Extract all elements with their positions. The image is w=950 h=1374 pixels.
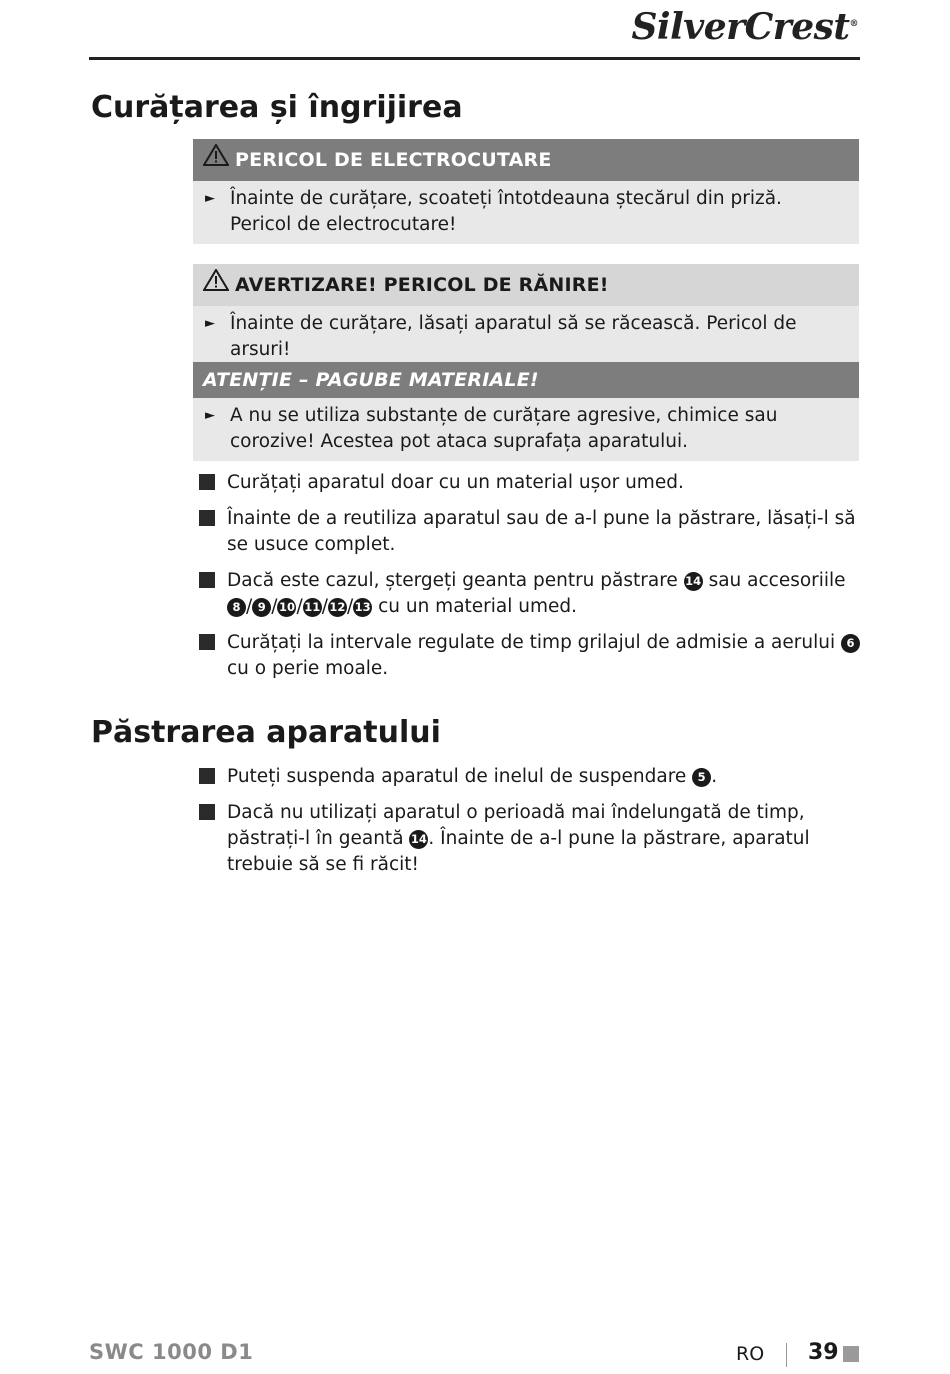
warning-header bbox=[193, 264, 859, 306]
warning-header bbox=[193, 139, 859, 181]
warning-title: PERICOL DE ELECTROCUTARE bbox=[235, 149, 552, 171]
warning-box-injury bbox=[193, 264, 859, 369]
part-number-badge: 12 bbox=[328, 598, 347, 617]
list-item: Înainte de a reutiliza aparatul sau de a-l pune la păstrare, lăsați-l să se usuce complet. bbox=[199, 506, 861, 558]
part-number-badge: 8 bbox=[227, 598, 246, 617]
arrow-icon: ► bbox=[205, 191, 215, 206]
part-number-badge: 14 bbox=[409, 830, 428, 849]
part-number-badge: 13 bbox=[353, 598, 372, 617]
storage-bullet-list bbox=[199, 764, 861, 888]
arrow-icon: ► bbox=[205, 316, 215, 331]
warning-title: AVERTIZARE! PERICOL DE RĂNIRE! bbox=[235, 274, 609, 296]
warning-triangle-icon bbox=[203, 262, 229, 308]
square-bullet-icon bbox=[199, 572, 215, 588]
list-item: Dacă este cazul, ștergeți geanta pentru păstrare 14 sau accesoriile 8 / 9 /10/11/12/13 cu un material umed. bbox=[199, 568, 861, 620]
list-item: Puteți suspenda aparatul de inelul de suspendare 5 . bbox=[199, 764, 861, 790]
part-number-badge: 14 bbox=[684, 572, 703, 591]
header-rule bbox=[89, 57, 860, 60]
square-bullet-icon bbox=[199, 474, 215, 490]
part-number-badge: 6 bbox=[841, 634, 860, 653]
square-bullet-icon bbox=[199, 768, 215, 784]
footer-square-icon bbox=[843, 1346, 859, 1362]
footer-divider bbox=[786, 1343, 787, 1367]
arrow-icon: ► bbox=[205, 408, 215, 423]
warning-box-material-damage bbox=[193, 362, 859, 461]
warning-box-electrocution bbox=[193, 139, 859, 244]
warning-body bbox=[193, 181, 859, 244]
list-item: Dacă nu utilizați aparatul o perioadă mai îndelungată de timp, păstrați-l în geantă 14. Înainte de a-l pune la păstrare, aparatul trebuie să se fi răcit! bbox=[199, 800, 861, 878]
warning-header bbox=[193, 362, 859, 398]
footer-model: SWC 1000 D1 bbox=[89, 1340, 254, 1364]
square-bullet-icon bbox=[199, 510, 215, 526]
warning-text: A nu se utiliza substanțe de curățare agresive, chimice sau corozive! Acestea pot ataca suprafața aparatului. bbox=[230, 405, 778, 452]
warning-title: ATENȚIE – PAGUBE MATERIALE! bbox=[203, 369, 539, 391]
part-number-badge: 11 bbox=[303, 598, 322, 617]
page-number: 39 bbox=[808, 1340, 839, 1365]
warning-triangle-icon bbox=[203, 137, 229, 183]
warning-text: Înainte de curățare, lăsați aparatul să se răcească. Pericol de arsuri! bbox=[230, 313, 797, 360]
footer-language: RO bbox=[736, 1343, 765, 1365]
square-bullet-icon bbox=[199, 634, 215, 650]
brand-logo: SilverCrest® bbox=[631, 6, 858, 48]
part-number-badge: 5 bbox=[692, 768, 711, 787]
cleaning-bullet-list bbox=[199, 470, 861, 692]
list-item: Curățați aparatul doar cu un material ușor umed. bbox=[199, 470, 861, 496]
list-item: Curățați la intervale regulate de timp grilajul de admisie a aerului 6 cu o perie moale. bbox=[199, 630, 861, 682]
warning-text: Înainte de curățare, scoateți întotdeauna ștecărul din priză. Pericol de electrocutare! bbox=[230, 188, 782, 235]
section-title-cleaning: Curățarea și îngrijirea bbox=[91, 90, 463, 125]
warning-body bbox=[193, 398, 859, 461]
part-number-badge: 10 bbox=[277, 598, 296, 617]
section-title-storage: Păstrarea aparatului bbox=[91, 715, 441, 750]
square-bullet-icon bbox=[199, 804, 215, 820]
part-number-badge: 9 bbox=[252, 598, 271, 617]
